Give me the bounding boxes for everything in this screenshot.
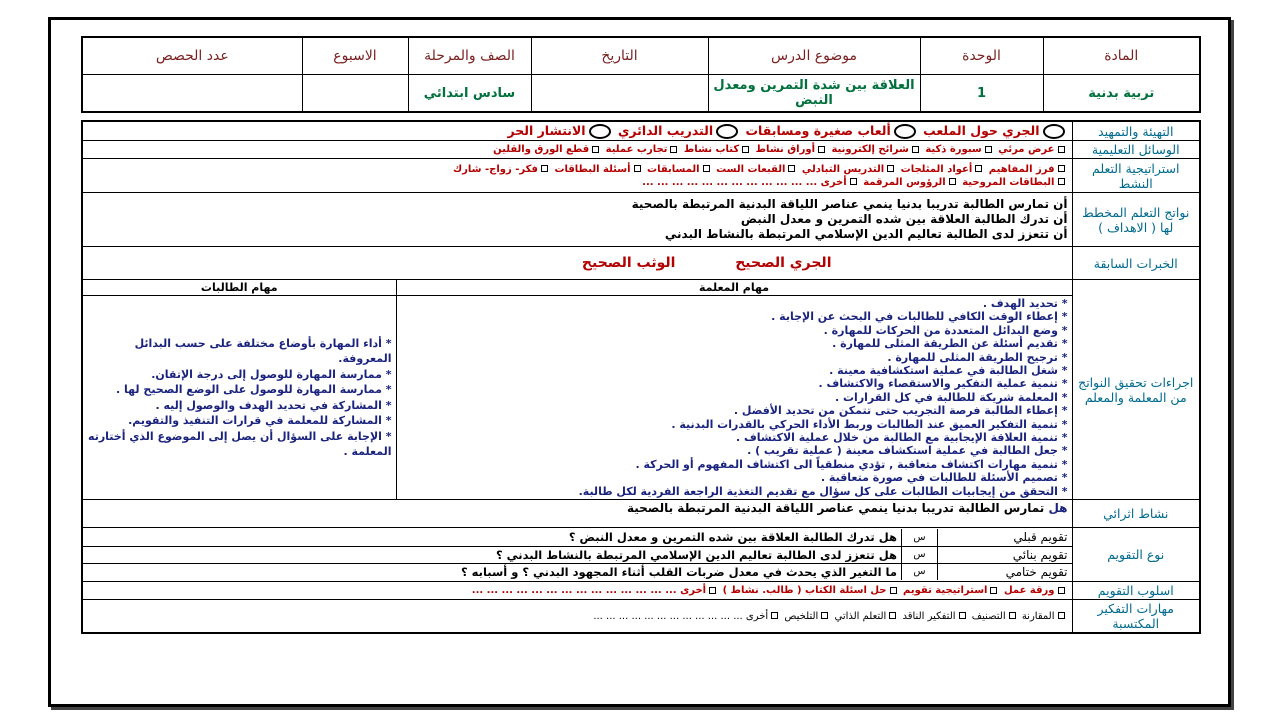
prior-item: الجري الصحيح xyxy=(735,255,832,271)
thinking-item: المقارنة xyxy=(1021,610,1055,622)
eval-style-item: ورقة عمل xyxy=(1003,585,1055,597)
radio-circle-icon[interactable] xyxy=(1043,124,1065,139)
eval-style-item: حل اسئلة الكتاب ( طالب. نشاط ) xyxy=(722,585,887,597)
teacher-task: * تنمية عملية التفكير والاستقصاء والاكتشاف . xyxy=(818,377,1068,391)
checkbox-icon[interactable] xyxy=(541,165,548,172)
thinking-options xyxy=(82,600,1072,634)
checkbox-icon[interactable] xyxy=(959,612,966,619)
checkbox-icon[interactable] xyxy=(949,178,956,185)
warmup-option: التدريب الدائري xyxy=(617,123,714,138)
enrichment-prefix: هل xyxy=(1048,501,1068,516)
teacher-task: * إعطاء الطالبة فرصة التجريب حتى تتمكن من تحديد الأفضل . xyxy=(733,404,1068,418)
teacher-task: * شغل الطالبة في عملية استكشافية معينة . xyxy=(829,364,1068,378)
aid-item: سبورة ذكية xyxy=(925,144,982,155)
outcomes-label: نواتج التعلم المخطط لها ( الاهداف ) xyxy=(1072,193,1200,247)
strategy-item: أسئلة البطاقات xyxy=(554,163,631,175)
strategy-item: المسابقات xyxy=(647,163,700,175)
prior-experiences xyxy=(82,247,1072,280)
outcome-line: أن تمارس الطالبة تدريبا بدنيا ينمي عناصر اللياقة البدنية المرتبطة بالصحية xyxy=(631,197,1068,211)
checkbox-icon[interactable] xyxy=(912,146,919,153)
lesson-details-table xyxy=(81,120,1201,634)
strategy-item: التدريس التبادلي xyxy=(801,163,885,175)
evaluation-type: تقويم قبلي xyxy=(938,529,1072,546)
subject-value[interactable]: تربية بدنية xyxy=(1043,75,1200,113)
question-mark: س xyxy=(902,563,938,580)
radio-circle-icon[interactable] xyxy=(589,124,611,139)
strategies-label: استراتيجية التعلم النشط xyxy=(1072,159,1200,193)
outcome-line: أن تتعزز لدى الطالبة تعاليم الدين الإسلامي المرتبطة بالنشاط البدني xyxy=(664,227,1068,241)
warmup-option: ألعاب صغيرة ومسابقات xyxy=(745,123,891,138)
lesson-topic-header: موضوع الدرس xyxy=(708,37,920,75)
radio-circle-icon[interactable] xyxy=(894,124,916,139)
student-task: * الإجابة على السؤال أن يصل إلى الموضوع الذي أختارته المعلمة . xyxy=(88,429,392,459)
warmup-label: التهيئة والتمهيد xyxy=(1072,121,1200,141)
checkbox-icon[interactable] xyxy=(709,587,716,594)
lesson-info-table xyxy=(81,36,1201,113)
question-mark: س xyxy=(902,529,938,546)
strategy-item: الرؤوس المرقمة xyxy=(863,176,946,188)
date-value[interactable] xyxy=(531,75,708,113)
checkbox-icon[interactable] xyxy=(1058,165,1065,172)
evaluation-question: ما التغير الذي يحدث في معدل ضربات القلب أثناء المجهود البدني ؟ و أسبابه ؟ xyxy=(83,563,902,580)
teacher-task: * تصميم الأسئلة للطالبات في صورة متعاقبة . xyxy=(820,471,1068,485)
strategy-item: فكر- زواج- شارك xyxy=(452,163,538,175)
checkbox-icon[interactable] xyxy=(1058,612,1065,619)
checkbox-icon[interactable] xyxy=(1058,587,1065,594)
teacher-task: * المعلمة شريكة للطالبة في كل القرارات . xyxy=(834,390,1068,404)
evaluation-table xyxy=(83,529,1072,580)
thinking-other: أخرى ... ... ... ... ... ... ... ... ... ... ... ... xyxy=(593,610,769,622)
evaluation-question: هل تدرك الطالبة العلاقة بين شده التمرين و معدل النبض ؟ xyxy=(83,529,902,546)
aid-item: قطع الورق والقلين xyxy=(493,144,590,155)
enrichment-text: تمارس الطالبة تدريبا بدنيا ينمي عناصر اللياقة البدنية المرتبطة بالصحية xyxy=(626,501,1045,516)
strategies-options xyxy=(82,159,1072,193)
enrichment-activity xyxy=(82,500,1072,528)
checkbox-icon[interactable] xyxy=(887,165,894,172)
warmup-option: الانتشار الحر xyxy=(507,123,586,138)
week-header: الاسبوع xyxy=(302,37,408,75)
teacher-task: * إعطاء الوقت الكافي للطالبات في البحث عن الإجابة . xyxy=(771,310,1068,324)
strategy-item: فرز المفاهيم xyxy=(988,163,1055,175)
student-task: * ممارسة المهارة للوصول إلى درجة الإتقان. xyxy=(151,367,392,381)
evaluation-question: هل تتعزز لدى الطالبة تعاليم الدين الإسلامي المرتبطة بالنشاط البدني ؟ xyxy=(83,546,902,563)
aids-options xyxy=(82,141,1072,159)
evaluation-label: نوع التقويم xyxy=(1072,528,1200,582)
outcome-line: أن تدرك الطالبة العلاقة بين شده التمرين و معدل النبض xyxy=(740,212,1068,226)
prior-label: الخبرات السابقة xyxy=(1072,247,1200,280)
aid-item: كتاب نشاط xyxy=(683,144,740,155)
outcomes-list xyxy=(82,193,1072,247)
checkbox-icon[interactable] xyxy=(985,146,992,153)
checkbox-icon[interactable] xyxy=(990,587,997,594)
aid-item: شرائح إلكترونية xyxy=(831,144,909,155)
checkbox-icon[interactable] xyxy=(1009,612,1016,619)
thinking-item: التفكير الناقد xyxy=(902,610,956,622)
student-task: * ممارسة المهارة للوصول على الوضع الصحيح لها . xyxy=(116,383,392,397)
eval-style-other: أخرى ... ... ... ... ... ... ... ... ... ... ... ... ... ... xyxy=(471,585,707,597)
checkbox-icon[interactable] xyxy=(703,165,710,172)
week-value[interactable] xyxy=(302,75,408,113)
checkbox-icon[interactable] xyxy=(670,146,677,153)
unit-header: الوحدة xyxy=(920,37,1043,75)
evaluation-cell xyxy=(82,528,1072,582)
thinking-item: التصنيف xyxy=(971,610,1006,622)
checkbox-icon[interactable] xyxy=(771,612,778,619)
student-task: * المشاركة للمعلمة في قرارات التنفيذ والتقويم. xyxy=(128,414,392,428)
date-header: التاريخ xyxy=(531,37,708,75)
evaluation-type: تقويم ختامي xyxy=(938,563,1072,580)
aids-label: الوسائل التعليمية xyxy=(1072,141,1200,159)
teacher-task: * تحديد الهدف . xyxy=(982,297,1068,310)
checkbox-icon[interactable] xyxy=(821,612,828,619)
strategy-item: البطاقات المروحية xyxy=(962,176,1055,188)
lesson-topic-value[interactable]: العلاقة بين شدة التمرين ومعدل النبض xyxy=(708,75,920,113)
teacher-task: * جعل الطالبة في عملية استكشاف معينة ( عملية تقريب ) . xyxy=(747,444,1068,458)
unit-value[interactable]: 1 xyxy=(920,75,1043,113)
strategy-other: أخرى ... ... ... ... ... ... ... ... ... ... ... ... xyxy=(642,176,847,188)
student-task: * أداء المهارة بأوضاع مختلفة على حسب البدائل المعروفة. xyxy=(134,336,392,366)
checkbox-icon[interactable] xyxy=(850,178,857,185)
strategy-item: القبعات الست xyxy=(716,163,786,175)
aid-item: تجارب عملية xyxy=(605,144,668,155)
grade-value[interactable]: سادس ابتدائي xyxy=(408,75,531,113)
teacher-task: * تنمية العلاقة الإيجابية مع الطالبة من خلال عملية الاكتشاف . xyxy=(735,431,1068,445)
student-tasks xyxy=(82,296,396,500)
thinking-label: مهارات التفكير المكتسبة xyxy=(1072,600,1200,634)
checkbox-icon[interactable] xyxy=(889,612,896,619)
checkbox-icon[interactable] xyxy=(592,146,599,153)
teacher-task: * ترجيح الطريقة المثلى للمهارة . xyxy=(887,350,1068,364)
student-tasks-title: مهام الطالبات xyxy=(82,280,396,296)
checkbox-icon[interactable] xyxy=(742,146,749,153)
checkbox-icon[interactable] xyxy=(634,165,641,172)
warmup-options xyxy=(82,121,1072,141)
teacher-tasks-title: مهام المعلمة xyxy=(396,280,1072,296)
evaluation-type: تقويم بنائي xyxy=(938,546,1072,563)
radio-circle-icon[interactable] xyxy=(716,124,738,139)
periods-value[interactable] xyxy=(82,75,302,113)
question-mark: س xyxy=(902,546,938,563)
enrichment-label: نشاط اثرائي xyxy=(1072,500,1200,528)
checkbox-icon[interactable] xyxy=(1058,178,1065,185)
procedures-label: اجراءات تحقيق النواتج من المعلمة والمعلم xyxy=(1072,280,1200,500)
teacher-task: * تنمية التفكير العميق عند الطالبات وربط الأداء الحركي بالقدرات البدنية . xyxy=(671,417,1068,431)
grade-header: الصف والمرحلة xyxy=(408,37,531,75)
thinking-item: التلخيص xyxy=(784,610,819,622)
aid-item: عرض مرئي xyxy=(998,144,1055,155)
teacher-task: * وضع البدائل المتعددة من الحركات للمهارة . xyxy=(823,323,1068,337)
strategy-item: أعواد المثلجات xyxy=(900,163,973,175)
checkbox-icon[interactable] xyxy=(1058,146,1065,153)
aid-item: أوراق نشاط xyxy=(755,144,815,155)
subject-header: المادة xyxy=(1043,37,1200,75)
periods-header: عدد الحصص xyxy=(82,37,302,75)
eval-style-item: استراتيجية تقويم xyxy=(903,585,988,597)
warmup-option: الجري حول الملعب xyxy=(923,123,1040,138)
eval-style-label: اسلوب التقويم xyxy=(1072,582,1200,600)
prior-item: الوثب الصحيح xyxy=(581,255,676,271)
student-task: * المشاركة في تحديد الهدف والوصول إليه . xyxy=(155,398,392,412)
checkbox-icon[interactable] xyxy=(788,165,795,172)
lesson-plan-sheet xyxy=(48,17,1231,707)
checkbox-icon[interactable] xyxy=(890,587,897,594)
checkbox-icon[interactable] xyxy=(975,165,982,172)
teacher-task: * تقديم أسئلة عن الطريقة المثلى للمهارة . xyxy=(832,337,1068,351)
teacher-task: * التحقق من إيجابيات الطالبات على كل سؤال مع تقديم التغذية الراجعة الفردية لكل طالبة. xyxy=(578,484,1068,498)
teacher-task: * تنمية مهارات اكتشاف متعاقبة , تؤدي منطقياً الى اكتشاف المفهوم أو الحركة . xyxy=(635,457,1068,471)
checkbox-icon[interactable] xyxy=(818,146,825,153)
thinking-item: التعلم الذاتي xyxy=(834,610,887,622)
eval-style-options xyxy=(82,582,1072,600)
teacher-tasks xyxy=(396,296,1072,500)
